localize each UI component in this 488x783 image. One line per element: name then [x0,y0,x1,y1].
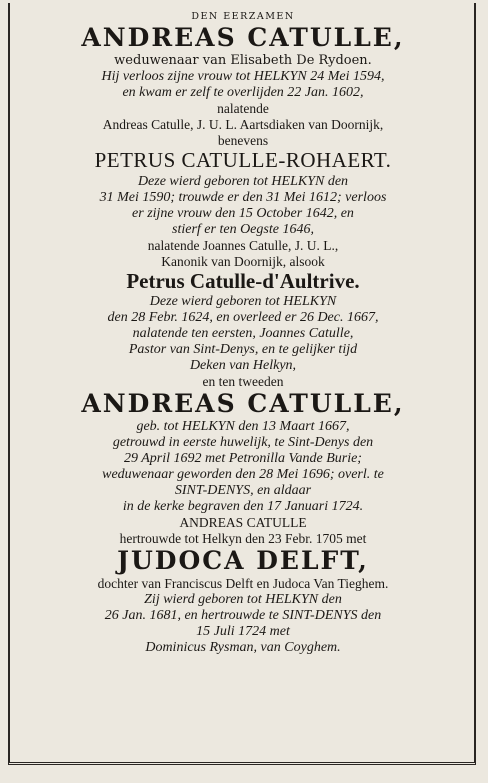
heading-den-eerzamen: DEN EERZAMEN [191,12,295,22]
text-line: in de kerke begraven den 17 Januari 1724. [122,500,364,514]
text-line: 29 April 1692 met Petronilla Vande Burie; [124,452,362,466]
text-line: weduwenaar van Elisabeth De Rydoen. [114,54,372,68]
text-line: 26 Jan. 1681, en hertrouwde te SINT-DENYS den [104,609,382,623]
name-petrus-catulle-daultrive: Petrus Catulle-d'Aultrive. [126,271,360,293]
text-line: hertrouwde tot Helkyn den 23 Febr. 1705 met [119,532,367,546]
text-line: en ten tweeden [202,375,284,389]
text-line: Zij wierd geboren tot HELKYN den [144,593,342,607]
text-line: Pastor van Sint-Denys, en te gelijker tijd [128,343,358,357]
text-line: Andreas Catulle, J. U. L. Aartsdiaken van Doornijk, [102,118,384,132]
text-line: nalatende [217,102,269,116]
text-line: weduwenaar geworden den 28 Mei 1696; overl. te [102,468,384,482]
text-line: nalatende ten eersten, Joannes Catulle, [132,327,354,341]
name-petrus-catulle-rohaert: PETRUS CATULLE-ROHAERT. [94,150,392,172]
text-line: Deken van Helkyn, [189,359,297,373]
text-line: stierf er ten Oegste 1646, [172,223,314,237]
name-judoca-delft: JUDOCA DELFT, [117,548,369,575]
text-line: Deze wierd geboren tot HELKYN [149,295,337,309]
text-line: geb. tot HELKYN den 13 Maart 1667, [136,420,350,434]
text-line: benevens [217,134,269,148]
text-line: getrouwd in eerste huwelijk, te Sint-Denys den [112,436,374,450]
text-line: Deze wierd geboren tot HELKYN den [137,175,349,189]
text-line: SINT-DENYS, en aldaar [174,484,312,498]
text-line: 15 Juli 1724 met [196,625,290,639]
name-andreas-catulle-1: ANDREAS CATULLE, [81,25,405,52]
text-line: Hij verloos zijne vrouw tot HELKYN 24 Mei 1594, [101,70,385,84]
text-line: ANDREAS CATULLE [179,516,307,530]
memorial-text-block [10,8,476,657]
text-line: dochter van Franciscus Delft en Judoca Van Tieghem. [97,577,389,591]
text-line: Dominicus Rysman, van Coyghem. [145,641,341,655]
text-line: er zijne vrouw den 15 October 1642, en [132,207,354,221]
name-andreas-catulle-2: ANDREAS CATULLE, [81,391,405,418]
text-line: den 28 Febr. 1624, en overleed er 26 Dec. 1667, [107,311,379,325]
text-line: Kanonik van Doornijk, alsook [161,255,325,269]
text-line: 31 Mei 1590; trouwde er den 31 Mei 1612; verloos [99,191,387,205]
text-line: en kwam er zelf te overlijden 22 Jan. 1602, [122,86,364,100]
text-line: nalatende Joannes Catulle, J. U. L., [147,239,339,253]
